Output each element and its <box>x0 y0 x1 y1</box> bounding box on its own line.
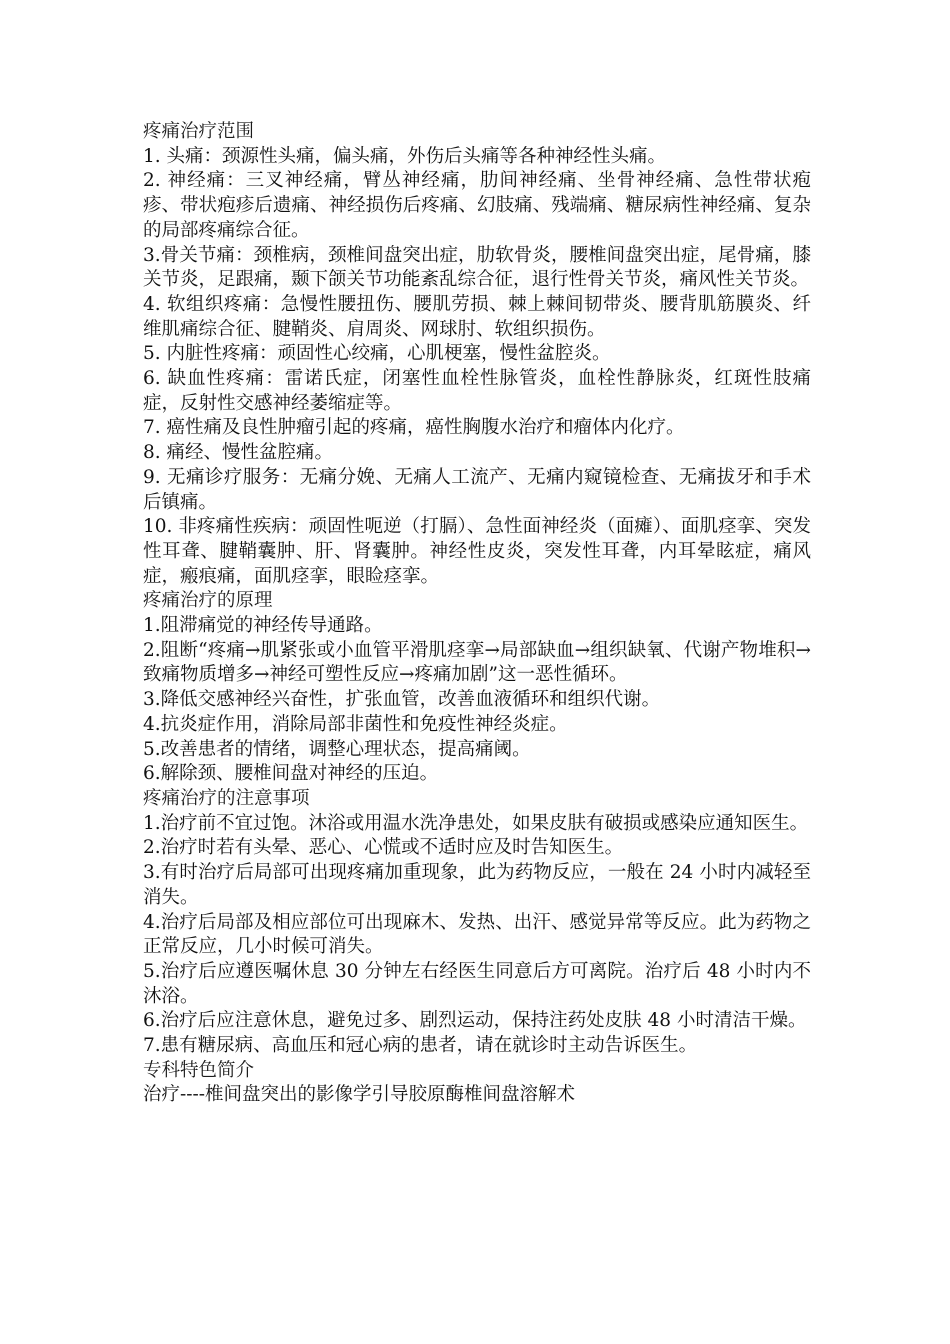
list-item: 2.治疗时若有头晕、恶心、心慌或不适时应及时告知医生。 <box>143 837 624 859</box>
list-item: 6. 缺血性疼痛：雷诺氏症，闭塞性血栓性脉管炎，血栓性静脉炎，红斑性肢痛症，反射性交感神经萎缩症等。 <box>143 368 811 414</box>
list-item: 3.降低交感神经兴奋性，扩张血管，改善血液循环和组织代谢。 <box>143 689 661 711</box>
section-specialty-intro <box>143 1059 811 1108</box>
list-item: 6.解除颈、腰椎间盘对神经的压迫。 <box>143 763 439 785</box>
list-item: 2. 神经痛：三叉神经痛，臂丛神经痛，肋间神经痛、坐骨神经痛、急性带状疱疹、带状疱疹后遗痛、神经损伤后疼痛、幻肢痛、残端痛、糖尿病性神经痛、复杂的局部疼痛综合征。 <box>143 170 811 241</box>
list-item: 8. 痛经、慢性盆腔痛。 <box>143 442 334 464</box>
list-item: 4.治疗后局部及相应部位可出现麻木、发热、出汗、感觉异常等反应。此为药物之正常反应，几小时候可消失。 <box>143 911 811 958</box>
list-item: 7. 癌性痛及良性肿瘤引起的疼痛，癌性胸腹水治疗和瘤体内化疗。 <box>143 417 685 439</box>
list-item: 5. 内脏性疼痛：顽固性心绞痛，心肌梗塞，慢性盆腔炎。 <box>143 343 611 365</box>
list-item: 10. 非疼痛性疾病：顽固性呃逆（打膈）、急性面神经炎（面瘫）、面肌痉挛、突发性耳聋、腱鞘囊肿、肝、肾囊肿。神经性皮炎，突发性耳聋，内耳晕眩症，痛风症，瘢痕痛，面肌痉挛，眼睑痉挛。 <box>143 516 811 587</box>
section-pain-treatment-principle <box>143 589 811 787</box>
list-item: 9. 无痛诊疗服务：无痛分娩、无痛人工流产、无痛内窥镜检查、无痛拔牙和手术后镇痛。 <box>143 466 811 513</box>
section-heading: 专科特色简介 <box>143 1059 255 1081</box>
list-item: 1. 头痛：颈源性头痛，偏头痛，外伤后头痛等各种神经性头痛。 <box>143 145 667 167</box>
list-item: 1.阻滞痛觉的神经传导通路。 <box>143 615 383 637</box>
list-item: 6.治疗后应注意休息，避免过多、剧烈运动，保持注药处皮肤 48 小时清洁干燥。 <box>143 1010 807 1032</box>
document-body <box>143 120 811 1108</box>
section-pain-treatment-scope <box>143 120 811 589</box>
list-item: 治疗----椎间盘突出的影像学引导胶原酶椎间盘溶解术 <box>143 1084 576 1106</box>
list-item: 2.阻断“疼痛→肌紧张或小血管平滑肌痉挛→局部缺血→组织缺氧、代谢产物堆积→致痛物质增多→神经可塑性反应→疼痛加剧”这一恶性循环。 <box>143 639 811 686</box>
section-heading: 疼痛治疗的原理 <box>143 590 273 612</box>
section-pain-treatment-precautions <box>143 787 811 1059</box>
section-heading: 疼痛治疗的注意事项 <box>143 787 310 809</box>
section-heading: 疼痛治疗范围 <box>143 121 255 142</box>
list-item: 5.治疗后应遵医嘱休息 30 分钟左右经医生同意后方可离院。治疗后 48 小时内不沐浴。 <box>143 960 811 1007</box>
list-item: 3.骨关节痛：颈椎病，颈椎间盘突出症，肋软骨炎，腰椎间盘突出症，尾骨痛，膝关节炎，足跟痛，颞下颌关节功能紊乱综合征，退行性骨关节炎，痛风性关节炎。 <box>143 244 811 291</box>
list-item: 4. 软组织疼痛：急慢性腰扭伤、腰肌劳损、棘上棘间韧带炎、腰背肌筋膜炎、纤维肌痛综合征、腱鞘炎、肩周炎、网球肘、软组织损伤。 <box>143 293 811 340</box>
list-item: 1.治疗前不宜过饱。沐浴或用温水洗净患处，如果皮肤有破损或感染应通知医生。 <box>143 812 809 834</box>
list-item: 3.有时治疗后局部可出现疼痛加重现象，此为药物反应，一般在 24 小时内减轻至消失。 <box>143 862 811 908</box>
list-item: 7.患有糖尿病、高血压和冠心病的患者，请在就诊时主动告诉医生。 <box>143 1035 698 1057</box>
list-item: 5.改善患者的情绪，调整心理状态，提高痛阈。 <box>143 738 531 760</box>
list-item: 4.抗炎症作用，消除局部非菌性和免疫性神经炎症。 <box>143 713 568 735</box>
